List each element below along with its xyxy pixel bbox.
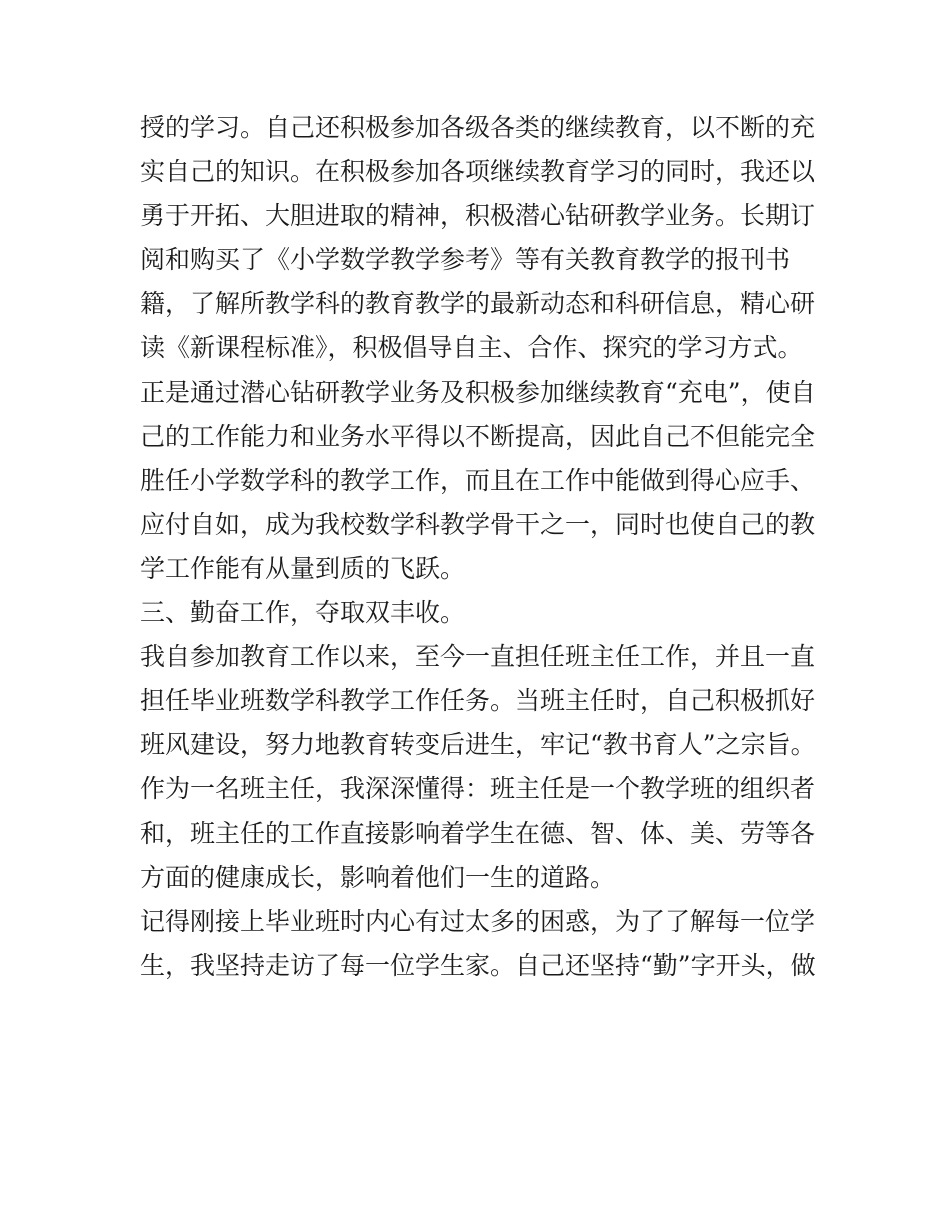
text-line: 班风建设，努力地教育转变后进生，牢记“教书育人”之宗旨。 [140,730,816,760]
text-line: 记得刚接上毕业班时内心有过太多的困惑，为了了解每一位学 [140,906,816,936]
text-line: 己的工作能力和业务水平得以不断提高，因此自己不但能完全 [140,421,816,451]
text-line: 和，班主任的工作直接影响着学生在德、智、体、美、劳等各 [140,818,816,848]
text-line: 作为一名班主任，我深深懂得：班主任是一个教学班的组织者 [140,774,816,804]
text-line: 生，我坚持走访了每一位学生家。自己还坚持“勤”字开头，做 [140,950,816,980]
text-line: 实自己的知识。在积极参加各项继续教育学习的同时，我还以 [140,157,816,187]
text-line: 籍，了解所教学科的教育教学的最新动态和科研信息，精心研 [140,289,816,319]
text-line: 读《新课程标准》，积极倡导自主、合作、探究的学习方式。 [140,333,803,363]
text-line: 正是通过潜心钻研教学业务及积极参加继续教育“充电”，使自 [140,377,816,407]
section-heading: 三、勤奋工作，夺取双丰收。 [140,598,466,628]
text-line: 应付自如，成为我校数学科教学骨干之一，同时也使自己的教 [140,509,816,539]
text-line: 授的学习。自己还积极参加各级各类的继续教育，以不断的充 [140,113,816,142]
text-line: 阅和购买了《小学数学教学参考》等有关教育教学的报刊书 [140,245,791,275]
text-line: 担任毕业班数学科教学工作任务。当班主任时，自己积极抓好 [140,686,816,716]
body-text [140,106,820,988]
text-line: 我自参加教育工作以来，至今一直担任班主任工作，并且一直 [140,642,816,672]
text-line: 方面的健康成长，影响着他们一生的道路。 [140,862,616,892]
text-line: 胜任小学数学科的教学工作，而且在工作中能做到得心应手、 [140,465,816,495]
text-line: 勇于开拓、大胆进取的精神，积极潜心钻研教学业务。长期订 [140,201,816,231]
text-line: 学工作能有从量到质的飞跃。 [140,553,466,583]
